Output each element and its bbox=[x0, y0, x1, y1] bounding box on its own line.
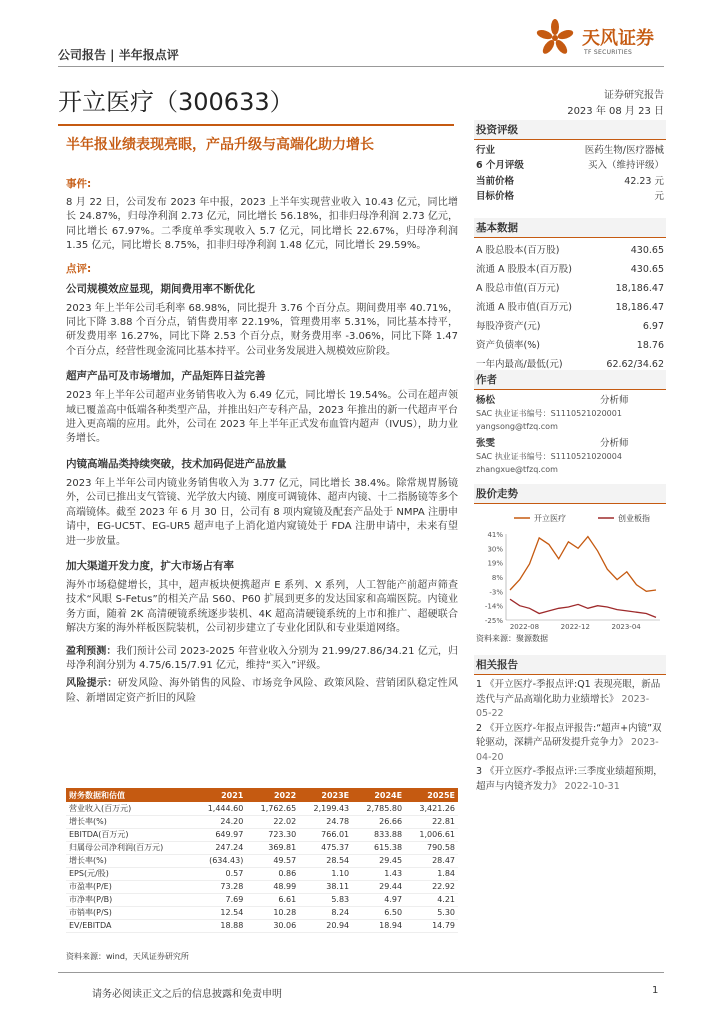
basic-data-panel bbox=[474, 218, 666, 374]
footer-divider bbox=[58, 972, 664, 973]
financial-table bbox=[66, 788, 458, 933]
basic-data-key: A 股总股本(百万股) bbox=[476, 245, 560, 256]
series-line-company bbox=[510, 537, 656, 592]
basic-data-row bbox=[474, 317, 666, 336]
rating-value: 42.23 元 bbox=[624, 175, 664, 187]
table-cell: 766.01 bbox=[299, 828, 352, 841]
y-tick-label: -25% bbox=[484, 617, 503, 625]
table-cell: 8.24 bbox=[299, 906, 352, 919]
table-cell: 18.88 bbox=[193, 919, 246, 932]
table-cell: EBITDA(百万元) bbox=[66, 828, 193, 841]
table-source: 资料来源：wind，天风证券研究所 bbox=[66, 952, 189, 961]
basic-data-row bbox=[474, 241, 666, 260]
comment-label: 点评: bbox=[66, 262, 92, 275]
rating-title: 投资评级 bbox=[474, 120, 666, 140]
x-tick-label: 2023-04 bbox=[611, 623, 641, 630]
table-cell: 26.66 bbox=[352, 815, 405, 828]
table-cell: 2,785.80 bbox=[352, 802, 405, 815]
basic-data-value: 18.76 bbox=[636, 340, 664, 351]
y-tick-label: 8% bbox=[491, 574, 503, 582]
headline-divider bbox=[58, 124, 454, 126]
logo-english: TF SECURITIES bbox=[584, 49, 633, 56]
x-tick-label: 2022-12 bbox=[560, 623, 590, 630]
table-cell: 1,006.61 bbox=[405, 828, 458, 841]
section-heading-endoscope: 内镜高端品类持续突破，技术加码促进产品放量 bbox=[66, 457, 287, 470]
table-row bbox=[66, 815, 458, 828]
rating-row bbox=[474, 189, 666, 204]
table-cell: 7.69 bbox=[193, 893, 246, 906]
table-header: 2021 bbox=[193, 788, 246, 802]
table-cell: 营业收入(百万元) bbox=[66, 802, 193, 815]
basic-data-value: 18,186.47 bbox=[615, 283, 664, 294]
table-row bbox=[66, 854, 458, 867]
table-cell: 833.88 bbox=[352, 828, 405, 841]
table-cell: 3,421.26 bbox=[405, 802, 458, 815]
author-line bbox=[476, 394, 664, 407]
related-report-date: 2023-05-22 bbox=[476, 693, 650, 719]
series-line-index bbox=[510, 599, 656, 617]
legend-label: 创业板指 bbox=[618, 514, 650, 523]
table-header: 2023E bbox=[299, 788, 352, 802]
risk-text: 研发风险、海外销售的风险、市场竞争风险、政策风险、营销团队稳定性风险、新增固定资产折旧的风险 bbox=[66, 678, 459, 704]
table-cell: 29.44 bbox=[352, 880, 405, 893]
logo-name: 天风证券 bbox=[582, 28, 654, 49]
forecast-label: 盈利预测： bbox=[66, 645, 117, 657]
table-row bbox=[66, 828, 458, 841]
table-cell: 38.11 bbox=[299, 880, 352, 893]
table-cell: 0.57 bbox=[193, 867, 246, 880]
table-cell: 20.94 bbox=[299, 919, 352, 932]
related-report-date: 2023-04-20 bbox=[476, 737, 659, 763]
table-cell: 24.20 bbox=[193, 815, 246, 828]
section-heading-channel: 加大渠道开发力度，扩大市场占有率 bbox=[66, 559, 234, 572]
table-cell: 1.10 bbox=[299, 867, 352, 880]
table-cell: 22.92 bbox=[405, 880, 458, 893]
table-cell: EPS(元/股) bbox=[66, 867, 193, 880]
table-cell: 28.47 bbox=[405, 854, 458, 867]
table-header: 2024E bbox=[352, 788, 405, 802]
table-header: 财务数据和估值 bbox=[66, 788, 193, 802]
table-cell: 723.30 bbox=[246, 828, 299, 841]
para-channel: 海外市场稳健增长，其中，超声板块便携超声 E 系列、X 系列，人工智能产前超声筛查技术“风眼 S-Fetus”的相关产品 S60、P60 扩展到更多的发达国家和高端医院。内镜业务方面，随着 2K 高清硬镜系统逐步装机、4K 超高清硬镜系统的上市和推广、超硬联合解决方案的海外样板医院装机，公司初步建立了专业化团队和专业渠道网络。 bbox=[66, 579, 458, 635]
author-email: yangsong@tfzq.com bbox=[476, 422, 558, 431]
table-cell: 4.97 bbox=[352, 893, 405, 906]
table-cell: 24.78 bbox=[299, 815, 352, 828]
authors-panel bbox=[474, 370, 666, 480]
main-body bbox=[66, 176, 458, 706]
rating-value: 买入（维持评级） bbox=[587, 160, 664, 172]
forecast bbox=[66, 645, 458, 674]
y-tick-label: 41% bbox=[487, 531, 503, 539]
related-report-date: 2022-10-31 bbox=[564, 780, 620, 792]
basic-data-value: 18,186.47 bbox=[615, 302, 664, 313]
trend-source: 资料来源：聚源数据 bbox=[476, 634, 548, 643]
para-cost: 2023 年上半年公司毛利率 68.98%，同比提升 3.76 个百分点。期间费用率 40.71%，同比下降 3.88 个百分点，销售费用率 22.19%，管理费用率 5.31%，同比基本持平，研发费用率 16.27%，同比下降 2.53 个百分点，财务费用率 -3.06%，同比下降 1.47 个百分点，经营性现金流同比基本持平。公司业务发展进入规模效应阶段。 bbox=[66, 302, 458, 357]
price-trend-chart bbox=[474, 504, 666, 630]
author-entry bbox=[474, 394, 666, 433]
author-line bbox=[476, 437, 664, 450]
rating-key: 行业 bbox=[476, 145, 496, 156]
rating-value: 元 bbox=[654, 190, 664, 202]
risk bbox=[66, 677, 458, 706]
table-cell: 5.83 bbox=[299, 893, 352, 906]
price-trend-panel bbox=[474, 484, 666, 644]
table-cell: 1.43 bbox=[352, 867, 405, 880]
basic-data-row bbox=[474, 298, 666, 317]
table-cell: 22.02 bbox=[246, 815, 299, 828]
author-entry bbox=[474, 437, 666, 476]
report-category: 公司报告 | 半年报点评 bbox=[58, 48, 179, 62]
related-report-title: 3 《开立医疗-季报点评:三季度业绩超预期，超声与内镜齐发力》 bbox=[476, 766, 663, 792]
rating-row bbox=[474, 158, 666, 173]
y-tick-label: -14% bbox=[484, 602, 503, 611]
table-header-row bbox=[66, 788, 458, 802]
table-cell: 1.84 bbox=[405, 867, 458, 880]
para-endoscope: 2023 年上半年公司内镜业务销售收入为 3.77 亿元，同比增长 38.4%。除常规胃肠镜外，公司已推出支气管镜、光学放大内镜、刚度可调镜体、超声内镜、十二指肠镜等多个高端镜体。截至 2023 年 6 月 30 日，公司有 8 项内窥镜及配套产品处于 NMPA 注册申请中，EG-UC5T、EG-UR5 超声电子上消化道内窥镜处于 FDA 注册申请中，未来有望进一步放量。 bbox=[66, 477, 458, 547]
author-name: 张雯 bbox=[476, 438, 496, 449]
rating-key: 目标价格 bbox=[476, 190, 515, 202]
rating-value: 医药生物/医疗器械 bbox=[584, 145, 664, 156]
author-role: 分析师 bbox=[600, 395, 629, 406]
table-cell: 790.58 bbox=[405, 841, 458, 854]
table-cell: 475.37 bbox=[299, 841, 352, 854]
table-cell: 6.50 bbox=[352, 906, 405, 919]
table-row bbox=[66, 841, 458, 854]
table-row bbox=[66, 867, 458, 880]
table-header: 2022 bbox=[246, 788, 299, 802]
related-title: 相关报告 bbox=[474, 655, 666, 675]
basic-data-value: 430.65 bbox=[630, 245, 664, 256]
event-text: 8 月 22 日，公司发布 2023 年中报，2023 上半年实现营业收入 10.43 亿元，同比增长 24.87%，归母净利润 2.73 亿元，同比增长 56.18%，扣非归母净利润 2.73 亿元，同比增长 67.97%。二季度单季实现收入 5.7 亿元，同比增长 22.67%，归母净利润 1.35 亿元，同比增长 8.75%，扣非归母净利润 1.48 亿元，同比增长 29.59%。 bbox=[66, 197, 458, 252]
table-cell: 73.28 bbox=[193, 880, 246, 893]
rating-key: 6 个月评级 bbox=[476, 160, 524, 172]
table-cell: 增长率(%) bbox=[66, 815, 193, 828]
y-tick-label: 30% bbox=[487, 545, 503, 554]
table-cell: 49.57 bbox=[246, 854, 299, 867]
table-row bbox=[66, 919, 458, 932]
table-row bbox=[66, 802, 458, 815]
basic-data-row bbox=[474, 279, 666, 298]
headline: 半年报业绩表现亮眼，产品升级与高端化助力增长 bbox=[66, 137, 374, 153]
table-cell: 归属母公司净利润(百万元) bbox=[66, 841, 193, 854]
basic-data-value: 6.97 bbox=[642, 321, 664, 332]
basic-data-key: 流通 A 股股本(百万股) bbox=[476, 264, 572, 275]
rating-key: 当前价格 bbox=[476, 175, 515, 187]
table-header: 2025E bbox=[405, 788, 458, 802]
x-tick-label: 2022-08 bbox=[509, 623, 540, 630]
header-divider bbox=[58, 66, 664, 67]
related-reports-panel bbox=[474, 655, 666, 794]
table-cell: 14.79 bbox=[405, 919, 458, 932]
table-cell: EV/EBITDA bbox=[66, 919, 193, 932]
table-cell: 615.38 bbox=[352, 841, 405, 854]
rating-row bbox=[474, 174, 666, 189]
table-cell: 22.81 bbox=[405, 815, 458, 828]
table-cell: 30.06 bbox=[246, 919, 299, 932]
basic-data-key: 资产负债率(%) bbox=[476, 340, 540, 351]
table-cell: 5.30 bbox=[405, 906, 458, 919]
table-cell: 6.61 bbox=[246, 893, 299, 906]
authors-title: 作者 bbox=[474, 370, 666, 390]
section-heading-cost: 公司规模效应显现，期间费用率不断优化 bbox=[66, 282, 255, 295]
basic-data-key: A 股总市值(百万元) bbox=[476, 283, 560, 294]
basic-data-key: 流通 A 股市值(百万元) bbox=[476, 302, 572, 313]
table-cell: 247.24 bbox=[193, 841, 246, 854]
forecast-text: 我们预计公司 2023-2025 年营业收入分别为 21.99/27.86/34.21 亿元，归母净利润分别为 4.75/6.15/7.91 亿元，维持“买入”评级。 bbox=[66, 645, 459, 671]
table-cell: (634.43) bbox=[193, 854, 246, 867]
basic-data-key: 每股净资产(元) bbox=[476, 321, 541, 332]
rating-row bbox=[474, 143, 666, 158]
basic-data-key: 一年内最高/最低(元) bbox=[476, 359, 563, 370]
section-heading-ultrasound: 超声产品可及市场增加，产品矩阵日益完善 bbox=[66, 370, 266, 383]
table-cell: 18.94 bbox=[352, 919, 405, 932]
tf-logo-icon bbox=[532, 16, 578, 62]
rating-panel bbox=[474, 120, 666, 204]
related-report-item bbox=[474, 722, 666, 766]
event-label: 事件: bbox=[66, 178, 92, 190]
legend-label: 开立医疗 bbox=[534, 514, 566, 523]
author-role: 分析师 bbox=[600, 438, 629, 449]
related-report-item bbox=[474, 765, 666, 794]
company-title: 开立医疗（300633） bbox=[58, 88, 294, 116]
basic-data-row bbox=[474, 260, 666, 279]
table-cell: 4.21 bbox=[405, 893, 458, 906]
author-name: 杨松 bbox=[476, 395, 496, 406]
page-number: 1 bbox=[652, 985, 659, 996]
author-sac: SAC 执业证书编号：S1110521020001 bbox=[476, 409, 622, 418]
related-report-item bbox=[474, 678, 666, 722]
table-cell: 0.86 bbox=[246, 867, 299, 880]
author-sac: SAC 执业证书编号：S1110521020004 bbox=[476, 452, 622, 461]
table-cell: 369.81 bbox=[246, 841, 299, 854]
y-tick-label: 19% bbox=[487, 559, 503, 568]
table-row bbox=[66, 906, 458, 919]
footer-disclaimer: 请务必阅读正文之后的信息披露和免责申明 bbox=[92, 989, 282, 1000]
table-cell: 28.54 bbox=[299, 854, 352, 867]
author-email: zhangxue@tfzq.com bbox=[476, 465, 558, 474]
para-ultrasound: 2023 年上半年公司超声业务销售收入为 6.49 亿元，同比增长 19.54%。公司在超声领域已覆盖高中低端各种类型产品，并推出妇产专科产品，2023 年推出的新一代超声平台进入更高端的应用。此外，公司在 2023 年上半年正式发布血管内超声（IVUS），助力业务增长。 bbox=[66, 390, 458, 445]
related-report-title: 1 《开立医疗-季报点评:Q1 表现亮眼，新品迭代与产品高端化助力业绩增长》 bbox=[476, 679, 661, 705]
basic-data-value: 430.65 bbox=[630, 264, 664, 275]
table-cell: 市销率(P/S) bbox=[66, 906, 193, 919]
basic-data-value: 62.62/34.62 bbox=[606, 359, 664, 370]
basic-data-title: 基本数据 bbox=[474, 218, 666, 238]
table-row bbox=[66, 880, 458, 893]
table-row bbox=[66, 893, 458, 906]
price-trend-title: 股价走势 bbox=[474, 484, 666, 504]
table-cell: 10.28 bbox=[246, 906, 299, 919]
table-cell: 649.97 bbox=[193, 828, 246, 841]
y-tick-label: -3% bbox=[489, 588, 503, 597]
table-cell: 1,762.65 bbox=[246, 802, 299, 815]
basic-data-row bbox=[474, 336, 666, 355]
risk-label: 风险提示： bbox=[66, 678, 118, 690]
table-cell: 增长率(%) bbox=[66, 854, 193, 867]
table-cell: 市净率(P/B) bbox=[66, 893, 193, 906]
table-cell: 12.54 bbox=[193, 906, 246, 919]
table-cell: 2,199.43 bbox=[299, 802, 352, 815]
table-cell: 1,444.60 bbox=[193, 802, 246, 815]
related-report-title: 2 《开立医疗-年报点评报告:“超声+内镜”双轮驱动，深耕产品研发提升竞争力》 bbox=[476, 722, 662, 748]
report-type: 证券研究报告 bbox=[604, 90, 664, 101]
table-cell: 市盈率(P/E) bbox=[66, 880, 193, 893]
table-cell: 48.99 bbox=[246, 880, 299, 893]
table-cell: 29.45 bbox=[352, 854, 405, 867]
report-date: 2023 年 08 月 23 日 bbox=[567, 106, 664, 117]
